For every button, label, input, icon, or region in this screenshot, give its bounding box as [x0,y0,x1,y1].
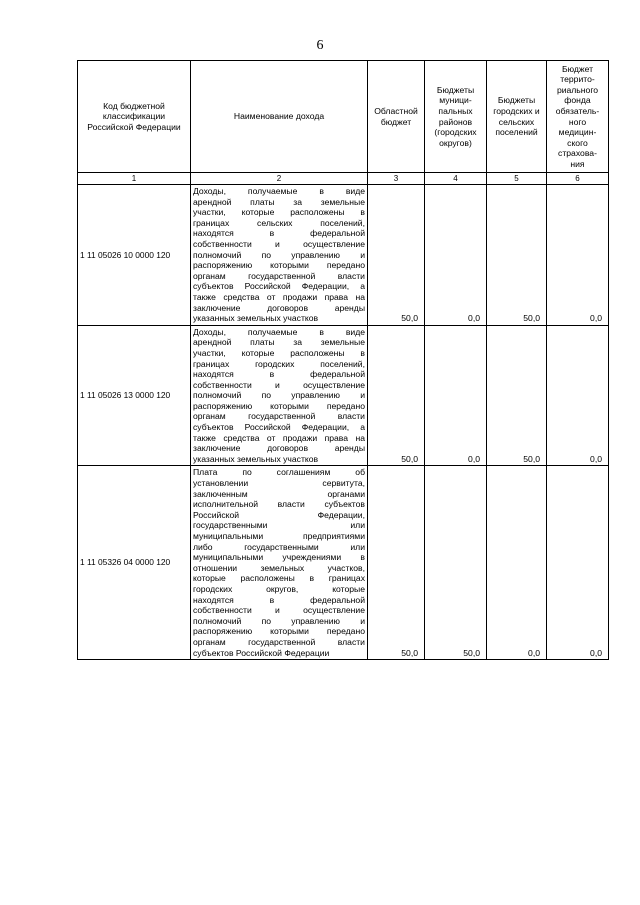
header-line: сельских [498,116,535,127]
revenue-name-line: также средства от продажи права на [193,432,365,443]
revenue-name-line: арендной платы за земельные [193,196,365,207]
revenue-name-line: находятся в федеральной [193,228,365,239]
revenue-name-line: участки, которые расположены в [193,207,365,218]
budget-revenue-table [77,60,609,660]
revenue-name-line: заключение договоров аренды [193,302,365,313]
budget-code: 1 11 05026 13 0000 120 [78,325,191,466]
revenue-name-line: муниципальными учреждениями в [193,552,365,563]
header-line: (городских [434,127,477,138]
header-regional [368,61,425,173]
revenue-name-line: собственности и осуществление [193,605,365,616]
header-line: фонда [564,95,591,106]
medical-fund-value: 0,0 [547,185,609,326]
budget-code: 1 11 05326 04 0000 120 [78,466,191,660]
revenue-name-line: находятся в федеральной [193,594,365,605]
revenue-name-line: заключение договоров аренды [193,443,365,454]
header-line: обязатель- [555,105,600,116]
column-number: 4 [425,173,487,185]
revenue-name-line: заключенным органами [193,488,365,499]
header-line: ского [567,137,588,148]
header-line: Бюджеты [497,95,536,106]
revenue-name-line: указанных земельных участков [193,453,319,464]
revenue-name-line: распоряжению которыми передано [193,626,365,637]
header-line: классификации [102,111,166,122]
column-number: 2 [191,173,368,185]
column-number: 3 [368,173,425,185]
table-row [78,185,609,326]
revenue-name-line: границах сельских поселений, [193,217,365,228]
medical-fund-value: 0,0 [547,325,609,466]
header-line: ного [568,116,587,127]
header-line: Наименование дохода [233,111,325,122]
revenue-name-line: полномочий по управлению и [193,390,365,401]
municipal-value: 50,0 [425,466,487,660]
table-row [78,325,609,466]
revenue-name-line: собственности и осуществление [193,379,365,390]
revenue-name-line: распоряжению которыми передано [193,400,365,411]
regional-value: 50,0 [368,325,425,466]
revenue-name-line: субъектов Российской Федерации, а [193,422,365,433]
header-line: округов) [439,137,472,148]
revenue-name-line: либо государственными или [193,541,365,552]
header-medical-fund [547,61,609,173]
revenue-name-line: арендной платы за земельные [193,337,365,348]
header-line: поселений [495,127,538,138]
header-line: Областной [374,105,418,116]
header-line: бюджет [380,116,412,127]
revenue-name-line: органам государственной власти [193,270,365,281]
header-name [191,61,368,173]
revenue-name-line: собственности и осуществление [193,238,365,249]
revenue-name-line: органам государственной власти [193,636,365,647]
revenue-name-line: Плата по соглашениям об [193,467,365,478]
medical-fund-value: 0,0 [547,466,609,660]
column-number-row [78,173,609,185]
header-row [78,61,609,173]
header-line: Бюджеты [436,84,475,95]
revenue-name-line: государственными или [193,520,365,531]
header-line: городских и [493,105,540,116]
revenue-name-line: также средства от продажи права на [193,291,365,302]
column-number: 5 [487,173,547,185]
municipal-value: 0,0 [425,185,487,326]
header-line: пальных [438,105,473,116]
header-municipal [425,61,487,173]
header-line: ния [570,158,585,169]
header-line: Российской Федерации [87,121,181,132]
header-line: Бюджет [561,63,594,74]
revenue-name-line: органам государственной власти [193,411,365,422]
budget-code: 1 11 05026 10 0000 120 [78,185,191,326]
table-row [78,466,609,660]
header-settlements [487,61,547,173]
revenue-name-line: указанных земельных участков [193,313,319,324]
column-number: 6 [547,173,609,185]
regional-value: 50,0 [368,185,425,326]
revenue-name-line: городских округов, которые [193,583,365,594]
revenue-name-line: субъектов Российской Федерации, а [193,281,365,292]
revenue-name-line: Доходы, получаемые в виде [193,326,365,337]
settlements-value: 50,0 [487,185,547,326]
revenue-name-line: границах городских поселений, [193,358,365,369]
revenue-name-line: Российской Федерации, [193,509,365,520]
municipal-value: 0,0 [425,325,487,466]
revenue-name [191,325,368,466]
revenue-name-line: распоряжению которыми передано [193,260,365,271]
header-line: районов [438,116,473,127]
revenue-name-line: полномочий по управлению и [193,249,365,260]
revenue-name-line: полномочий по управлению и [193,615,365,626]
revenue-name-line: субъектов Российской Федерации [193,647,330,658]
revenue-name-line: отношении земельных участков, [193,562,365,573]
revenue-name-line: участки, которые расположены в [193,347,365,358]
revenue-name [191,466,368,660]
header-line: риального [556,84,599,95]
header-code [78,61,191,173]
header-line: медицин- [558,127,597,138]
settlements-value: 50,0 [487,325,547,466]
column-number: 1 [78,173,191,185]
revenue-name-line: муниципальными предприятиями [193,531,365,541]
header-line: муници- [439,95,472,106]
revenue-name-line: исполнительной власти субъектов [193,499,365,510]
revenue-name-line: Доходы, получаемые в виде [193,186,365,196]
revenue-name [191,185,368,326]
regional-value: 50,0 [368,466,425,660]
settlements-value: 0,0 [487,466,547,660]
revenue-name-line: установлении сервитута, [193,478,365,489]
header-line: террито- [560,74,595,85]
page-number: 6 [316,38,324,53]
header-line: страхова- [558,148,597,159]
revenue-name-line: которые расположены в границах [193,573,365,584]
revenue-name-line: находятся в федеральной [193,369,365,380]
header-line: Код бюджетной [103,100,165,111]
